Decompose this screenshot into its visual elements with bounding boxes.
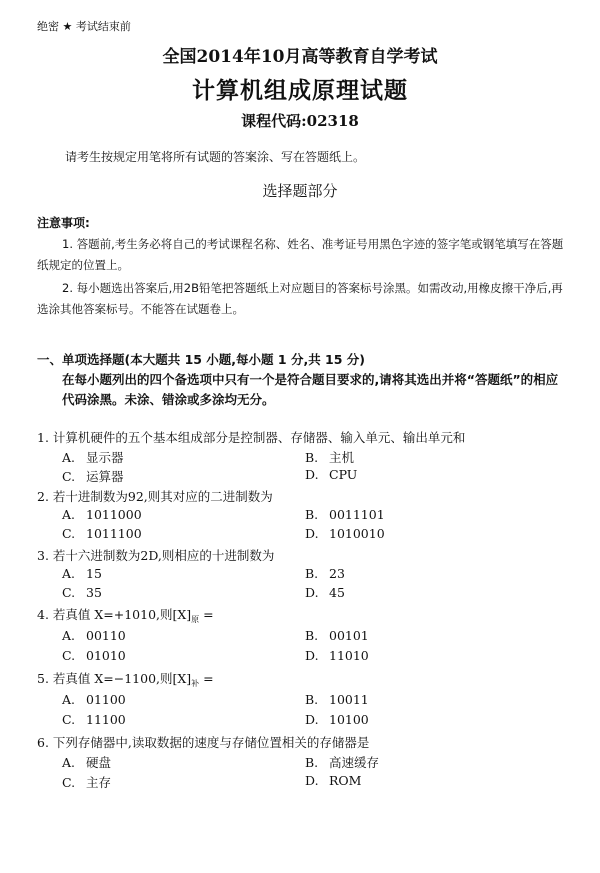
option-d — [305, 773, 361, 788]
option-c — [62, 773, 111, 791]
option-letter: C. — [62, 712, 76, 727]
option-a — [62, 566, 102, 581]
option-letter: D. — [305, 648, 319, 663]
option-a — [62, 753, 111, 771]
option-d — [305, 526, 385, 541]
option-text: 10011 — [329, 692, 369, 707]
option-letter: C. — [62, 526, 76, 541]
part-title: 一、单项选择题(本大题共 15 小题,每小题 1 分,共 15 分) — [37, 352, 366, 367]
option-text: 01100 — [86, 692, 126, 707]
option-b — [305, 566, 345, 581]
option-letter: B. — [305, 450, 319, 465]
page-title: 计算机组成原理试题 — [192, 78, 408, 104]
option-d — [305, 585, 345, 600]
note-item: 1. 答题前,考生务必将自己的考试课程名称、姓名、准考证号用黑色字迹的签字笔或钢笔填写在答题纸规定的位置上。 — [37, 237, 564, 272]
option-d — [305, 648, 369, 663]
question-subscript: 补 — [191, 679, 200, 688]
option-text: 硬盘 — [86, 755, 112, 770]
option-text: 00110 — [86, 628, 126, 643]
answer-instruction: 请考生按规定用笔将所有试题的答案涂、写在答题纸上。 — [65, 150, 366, 164]
option-d — [305, 712, 369, 727]
option-letter: C. — [62, 775, 76, 790]
option-letter: B. — [305, 692, 319, 707]
option-b — [305, 753, 379, 771]
question-text — [37, 669, 214, 689]
option-text: 显示器 — [86, 450, 124, 465]
option-text: 主存 — [86, 775, 112, 790]
option-a — [62, 628, 126, 643]
option-letter: B. — [305, 566, 319, 581]
option-text: 高速缓存 — [329, 755, 380, 770]
option-letter: D. — [305, 467, 319, 482]
question-text: 1. 计算机硬件的五个基本组成部分是控制器、存储器、输入单元、输出单元和 — [37, 430, 466, 445]
option-letter: C. — [62, 469, 76, 484]
option-text: 主机 — [329, 450, 355, 465]
course-code: 课程代码:02318 — [241, 112, 359, 130]
option-letter: A. — [62, 755, 76, 770]
option-letter: A. — [62, 507, 76, 522]
option-letter: B. — [305, 507, 319, 522]
option-letter: D. — [305, 585, 319, 600]
option-text: 10100 — [329, 712, 369, 727]
option-c — [62, 467, 124, 485]
option-letter: A. — [62, 566, 76, 581]
option-a — [62, 692, 126, 707]
option-text: 45 — [329, 585, 345, 600]
option-text: 运算器 — [86, 469, 124, 484]
option-b — [305, 692, 369, 707]
option-text: CPU — [329, 467, 358, 482]
option-d — [305, 467, 357, 482]
question-suffix: = — [199, 607, 214, 622]
option-b — [305, 507, 385, 522]
option-c — [62, 648, 126, 663]
option-text: 00101 — [329, 628, 369, 643]
option-letter: D. — [305, 712, 319, 727]
exam-title: 全国2014年10月高等教育自学考试 — [162, 47, 438, 67]
option-text: 35 — [86, 585, 102, 600]
option-text: 1011100 — [86, 526, 142, 541]
note-item: 2. 每小题选出答案后,用2B铅笔把答题纸上对应题目的答案标号涂黑。如需改动,用橡皮擦干净后,再选涂其他答案标号。不能答在试题卷上。 — [37, 281, 563, 316]
question-subscript: 原 — [191, 615, 200, 624]
option-letter: B. — [305, 628, 319, 643]
section-heading: 选择题部分 — [262, 182, 338, 200]
option-text: 1010010 — [329, 526, 385, 541]
option-text: 0011101 — [329, 507, 385, 522]
option-c — [62, 712, 126, 727]
question-suffix: = — [199, 671, 214, 686]
question-body: 5. 若真值 X=−1100,则[X] — [37, 671, 192, 686]
option-text: 15 — [86, 566, 102, 581]
confidential-label: 绝密 ★ 考试结束前 — [37, 20, 131, 33]
question-text: 3. 若十六进制数为2D,则相应的十进制数为 — [37, 548, 275, 563]
question-text: 2. 若十进制数为92,则其对应的二进制数为 — [37, 489, 273, 504]
question-text — [37, 605, 214, 625]
option-b — [305, 448, 354, 466]
option-a — [62, 448, 124, 466]
option-letter: D. — [305, 526, 319, 541]
option-letter: D. — [305, 773, 319, 788]
option-c — [62, 526, 142, 541]
option-text: 23 — [329, 566, 345, 581]
option-letter: B. — [305, 755, 319, 770]
option-text: 1011000 — [86, 507, 142, 522]
option-letter: C. — [62, 585, 76, 600]
option-letter: A. — [62, 628, 76, 643]
option-letter: A. — [62, 450, 76, 465]
notes-title: 注意事项: — [37, 216, 90, 230]
part-description: 在每小题列出的四个备选项中只有一个是符合题目要求的,请将其选出并将“答题纸”的相应代码涂黑。未涂、错涂或多涂均无分。 — [62, 372, 559, 407]
option-text: ROM — [329, 773, 362, 788]
option-text: 01010 — [86, 648, 126, 663]
question-body: 4. 若真值 X=+1010,则[X] — [37, 607, 192, 622]
option-letter: A. — [62, 692, 76, 707]
option-letter: C. — [62, 648, 76, 663]
option-text: 11010 — [329, 648, 369, 663]
option-text: 11100 — [86, 712, 126, 727]
option-c — [62, 585, 102, 600]
option-b — [305, 628, 369, 643]
option-a — [62, 507, 142, 522]
question-text: 6. 下列存储器中,读取数据的速度与存储位置相关的存储器是 — [37, 735, 370, 750]
